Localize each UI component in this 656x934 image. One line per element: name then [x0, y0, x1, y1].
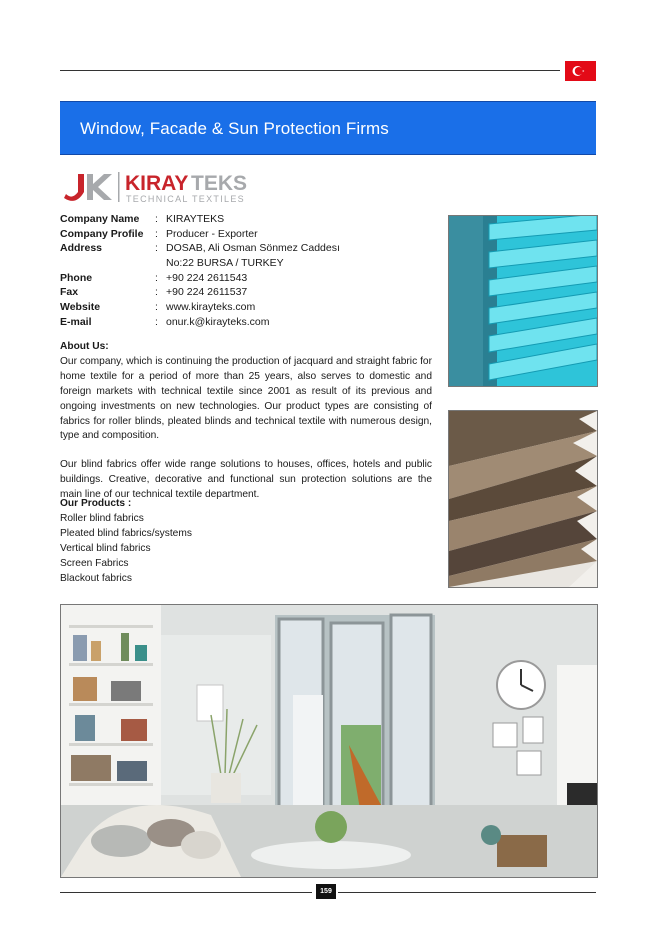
- company-logo: [60, 166, 270, 206]
- email-link[interactable]: onur.k@kirayteks.com: [166, 315, 270, 328]
- svg-text:TEKS: TEKS: [191, 172, 248, 195]
- product-item: Vertical blind fabrics: [60, 542, 151, 554]
- footer-rule-right: [338, 892, 596, 893]
- about-paragraph-1: Our company, which is continuing the production of jacquard and straight fabric for home textile for a period of more than 25 years, also serves to domestic and foreign markets with technical textile since 2001 as result of its previous and ongoing investments on new technologies. Our product types are consisting of fabrics for roller blinds, pleated blinds and technical textile with numerous design, type and composition.: [60, 355, 432, 442]
- about-paragraph-2: Our blind fabrics offer wide range solutions to houses, offices, hotels and public buildings. Creative, decorative and functional sun protection solutions are the main line of our technical textile department.: [60, 459, 432, 501]
- brown-pleated-fabric-image: [448, 410, 598, 588]
- product-item: Roller blind fabrics: [60, 512, 144, 524]
- svg-text:KIRAY: KIRAY: [125, 172, 189, 195]
- blue-pleated-fabric-image: [448, 215, 598, 387]
- top-rule: [60, 70, 560, 71]
- living-room-photo: [60, 604, 598, 878]
- products-section: [60, 497, 432, 586]
- footer-rule-left: [60, 892, 312, 893]
- website-link[interactable]: www.kirayteks.com: [166, 301, 256, 314]
- about-section: About Us: Our company, which is continuing the production of jacquard and straight fabric for home textile for a period of more than 25 years, also serves to domestic and foreign markets with technical textile since 2001 as result of its previous and ongoing investments on new technologies. Our product types are consisting of fabrics for roller blinds, pleated blinds and technical textile with numerous design, type and composition. Our blind fabrics offer wide range solutions to houses, offices, hotels and public buildings. Creative, decorative and functional sun protection solutions are the main line of our technical textile department.: [60, 340, 432, 503]
- section-banner: [60, 101, 596, 155]
- turkey-flag-icon: [565, 61, 596, 81]
- page-number: 159: [316, 884, 336, 899]
- product-item: Blackout fabrics: [60, 572, 132, 584]
- products-heading: Our Products :: [60, 498, 132, 509]
- svg-text:TECHNICAL TEXTILES: TECHNICAL TEXTILES: [126, 194, 245, 204]
- product-item: Pleated blind fabrics/systems: [60, 527, 192, 539]
- section-title: Window, Facade & Sun Protection Firms: [80, 119, 389, 138]
- product-item: Screen Fabrics: [60, 557, 129, 569]
- about-heading: About Us: [60, 341, 106, 352]
